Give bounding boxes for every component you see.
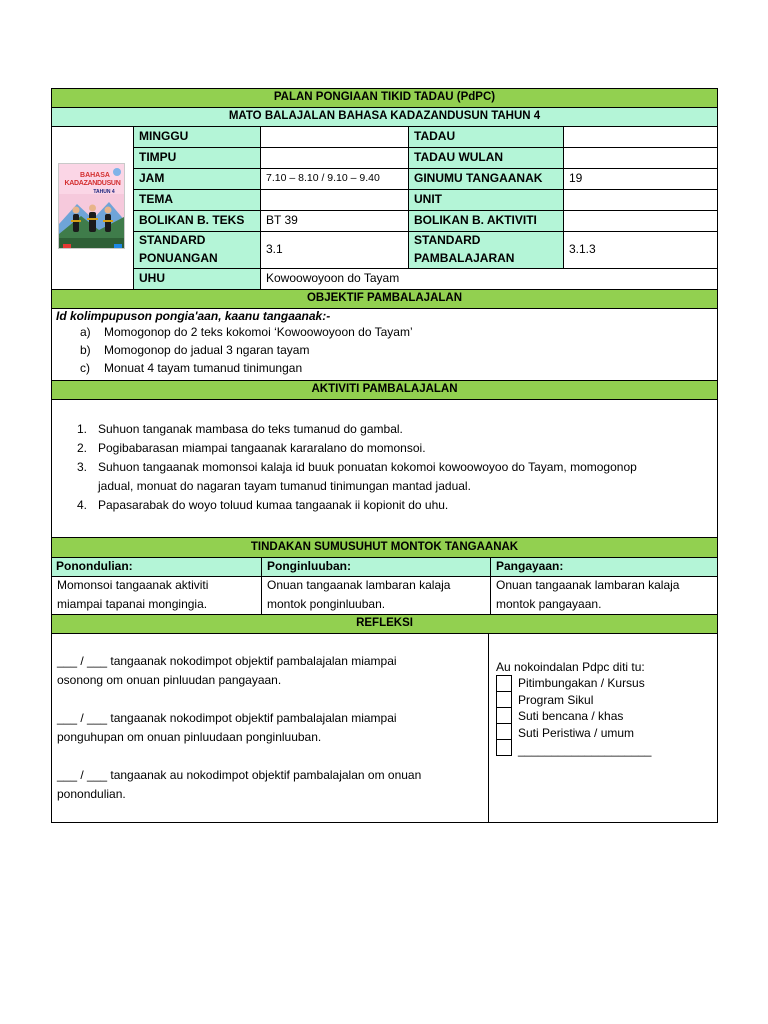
aktiviti-marker-3: 3. bbox=[77, 460, 88, 474]
aktiviti-marker-1: 1. bbox=[77, 422, 88, 436]
tema-label: TEMA bbox=[139, 192, 173, 206]
standard-pambalajaran-label bbox=[409, 231, 563, 268]
aktiviti-list bbox=[77, 420, 717, 515]
objektif-text-c: Monuat 4 tayam tumanud tinimungan bbox=[104, 361, 303, 375]
pangayaan-header: Pangayaan: bbox=[491, 557, 718, 576]
ponondulian-text bbox=[52, 576, 261, 614]
refleksi-statement-1 bbox=[57, 652, 482, 709]
refleksi-statement-3-line2: ponondulian. bbox=[57, 787, 126, 801]
minggu-value bbox=[261, 126, 408, 147]
refleksi-statements bbox=[57, 652, 482, 804]
objektif-marker-b: b) bbox=[80, 343, 91, 357]
refleksi-statement-2-line2: ponguhupan om onuan pinluudaan ponginluuban. bbox=[57, 730, 322, 744]
standard-pambalajaran-label-line1: STANDARD bbox=[414, 233, 481, 247]
refleksi-statement-2-line1: ___ / ___ tangaanak nokodimpot objektif pambalajalan miampai bbox=[57, 711, 397, 725]
tadau-label: TADAU bbox=[414, 129, 456, 143]
ponginluuban-line2: montok ponginluuban. bbox=[267, 597, 386, 611]
ponginluuban-header: Ponginluuban: bbox=[262, 557, 490, 576]
bolikan-aktiviti-label: BOLIKAN B. AKTIVITI bbox=[414, 213, 537, 227]
list-item bbox=[77, 458, 717, 496]
ginumu-tangaanak-value: 19 bbox=[569, 171, 583, 185]
pdpc-checkbox-5[interactable] bbox=[496, 739, 512, 756]
uhu-value: Kowoowoyoon do Tayam bbox=[266, 271, 400, 285]
pdpc-option-5: ____________________ bbox=[518, 743, 652, 757]
timpu-value bbox=[261, 147, 408, 168]
refleksi-statement-1-line2: osonong om onuan pinluudan pangayaan. bbox=[57, 673, 282, 687]
pdpc-option-4: Suti Peristiwa / umum bbox=[518, 726, 635, 740]
standard-ponuangan-value: 3.1 bbox=[266, 242, 283, 256]
standard-ponuangan-label-line1: STANDARD bbox=[139, 233, 206, 247]
objektif-marker-a: a) bbox=[80, 325, 91, 339]
list-item bbox=[80, 359, 680, 377]
pdpc-checkbox-1[interactable] bbox=[496, 675, 512, 692]
pdpc-option-3: Suti bencana / khas bbox=[518, 709, 624, 723]
pdpc-intro: Au nokoindalan Pdpc diti tu: bbox=[496, 660, 645, 674]
standard-ponuangan-label bbox=[134, 231, 260, 268]
tema-value bbox=[261, 189, 408, 210]
pdpc-option-1: Pitimbungakan / Kursus bbox=[518, 676, 645, 690]
ponondulian-header: Ponondulian: bbox=[51, 557, 261, 576]
objektif-text-a: Momogonop do 2 teks kokomoi ‘Kowoowoyoon do Tayam’ bbox=[104, 325, 413, 339]
timpu-label: TIMPU bbox=[139, 150, 177, 164]
pangayaan-text bbox=[491, 576, 718, 614]
textbook-cover-image bbox=[58, 163, 125, 249]
bolikan-teks-value: BT 39 bbox=[266, 213, 298, 227]
aktiviti-text-1: Suhuon tanganak mambasa do teks tumanud do gambal. bbox=[98, 422, 403, 436]
ponondulian-line1: Momonsoi tangaanak aktiviti bbox=[57, 578, 209, 592]
aktiviti-marker-2: 2. bbox=[77, 441, 88, 455]
refleksi-statement-2 bbox=[57, 709, 482, 766]
minggu-label: MINGGU bbox=[139, 129, 189, 143]
aktiviti-text-3-line2: jadual, monuat do nagaran tayam tumanud tinimungan mantad jadual. bbox=[98, 479, 471, 493]
list-item bbox=[77, 420, 717, 439]
book-cover-title-1: BAHASA bbox=[80, 172, 110, 179]
pangayaan-line1: Onuan tangaanak lambaran kalaja bbox=[496, 578, 680, 592]
pdpc-checkbox-2[interactable] bbox=[496, 691, 512, 708]
aktiviti-marker-4: 4. bbox=[77, 498, 88, 512]
refleksi-statement-1-line1: ___ / ___ tangaanak nokodimpot objektif pambalajalan miampai bbox=[57, 654, 397, 668]
aktiviti-text-3-line1: Suhuon tangaanak momonsoi kalaja id buuk ponuatan kokomoi kowoowoyoo do Tayam, momogonop bbox=[98, 460, 637, 474]
standard-ponuangan-label-line2: PONUANGAN bbox=[139, 251, 218, 265]
uhu-label: UHU bbox=[139, 271, 165, 285]
pdpc-checkbox-3[interactable] bbox=[496, 707, 512, 724]
pdpc-checkbox-4[interactable] bbox=[496, 723, 512, 740]
list-item bbox=[77, 439, 717, 458]
aktiviti-heading: AKTIVITI PAMBALAJALAN bbox=[51, 380, 718, 399]
tadau-wulan-value bbox=[564, 147, 718, 168]
pangayaan-line2: montok pangayaan. bbox=[496, 597, 602, 611]
bolikan-aktiviti-value bbox=[564, 210, 718, 231]
tindakan-heading: TINDAKAN SUMUSUHUT MONTOK TANGAANAK bbox=[51, 537, 718, 557]
plan-title: PALAN PONGIAAN TIKID TADAU (PdPC) bbox=[51, 88, 718, 107]
list-item bbox=[80, 323, 680, 341]
jam-value: 7.10 – 8.10 / 9.10 – 9.40 bbox=[266, 172, 380, 184]
ponondulian-line2: miampai tapanai mongingia. bbox=[57, 597, 208, 611]
objektif-intro: Id kolimpupuson pongia'aan, kaanu tangaanak:- bbox=[56, 309, 331, 323]
list-item bbox=[80, 341, 680, 359]
aktiviti-text-2: Pogibabarasan miampai tangaanak kararalano do momonsoi. bbox=[98, 441, 426, 455]
refleksi-statement-3 bbox=[57, 766, 482, 804]
objektif-marker-c: c) bbox=[80, 361, 90, 375]
standard-pambalajaran-label-line2: PAMBALAJARAN bbox=[414, 251, 515, 265]
objektif-text-b: Momogonop do jadual 3 ngaran tayam bbox=[104, 343, 310, 357]
ginumu-tangaanak-label: GINUMU TANGAANAK bbox=[414, 171, 543, 185]
unit-value bbox=[564, 189, 718, 210]
bolikan-teks-label: BOLIKAN B. TEKS bbox=[139, 213, 245, 227]
list-item bbox=[77, 496, 717, 515]
jam-label: JAM bbox=[139, 171, 165, 185]
refleksi-heading: REFLEKSI bbox=[51, 614, 718, 633]
tadau-wulan-label: TADAU WULAN bbox=[414, 150, 504, 164]
subject-title: MATO BALAJALAN BAHASA KADAZANDUSUN TAHUN 4 bbox=[51, 107, 718, 126]
unit-label: UNIT bbox=[414, 192, 442, 206]
aktiviti-text-4: Papasarabak do woyo toluud kumaa tangaanak ii kopionit do uhu. bbox=[98, 498, 449, 512]
pdpc-option-2: Program Sikul bbox=[518, 693, 594, 707]
tadau-value bbox=[564, 126, 718, 147]
book-cover-grade: TAHUN 4 bbox=[93, 189, 115, 195]
objektif-heading: OBJEKTIF PAMBALAJALAN bbox=[51, 289, 718, 308]
standard-pambalajaran-value: 3.1.3 bbox=[569, 242, 596, 256]
objektif-list bbox=[80, 323, 680, 377]
book-cover-title-2: KADAZANDUSUN bbox=[64, 180, 121, 187]
ponginluuban-line1: Onuan tangaanak lambaran kalaja bbox=[267, 578, 451, 592]
ponginluuban-text bbox=[262, 576, 490, 614]
refleksi-statement-3-line1: ___ / ___ tangaanak au nokodimpot objektif pambalajalan om onuan bbox=[57, 768, 422, 782]
